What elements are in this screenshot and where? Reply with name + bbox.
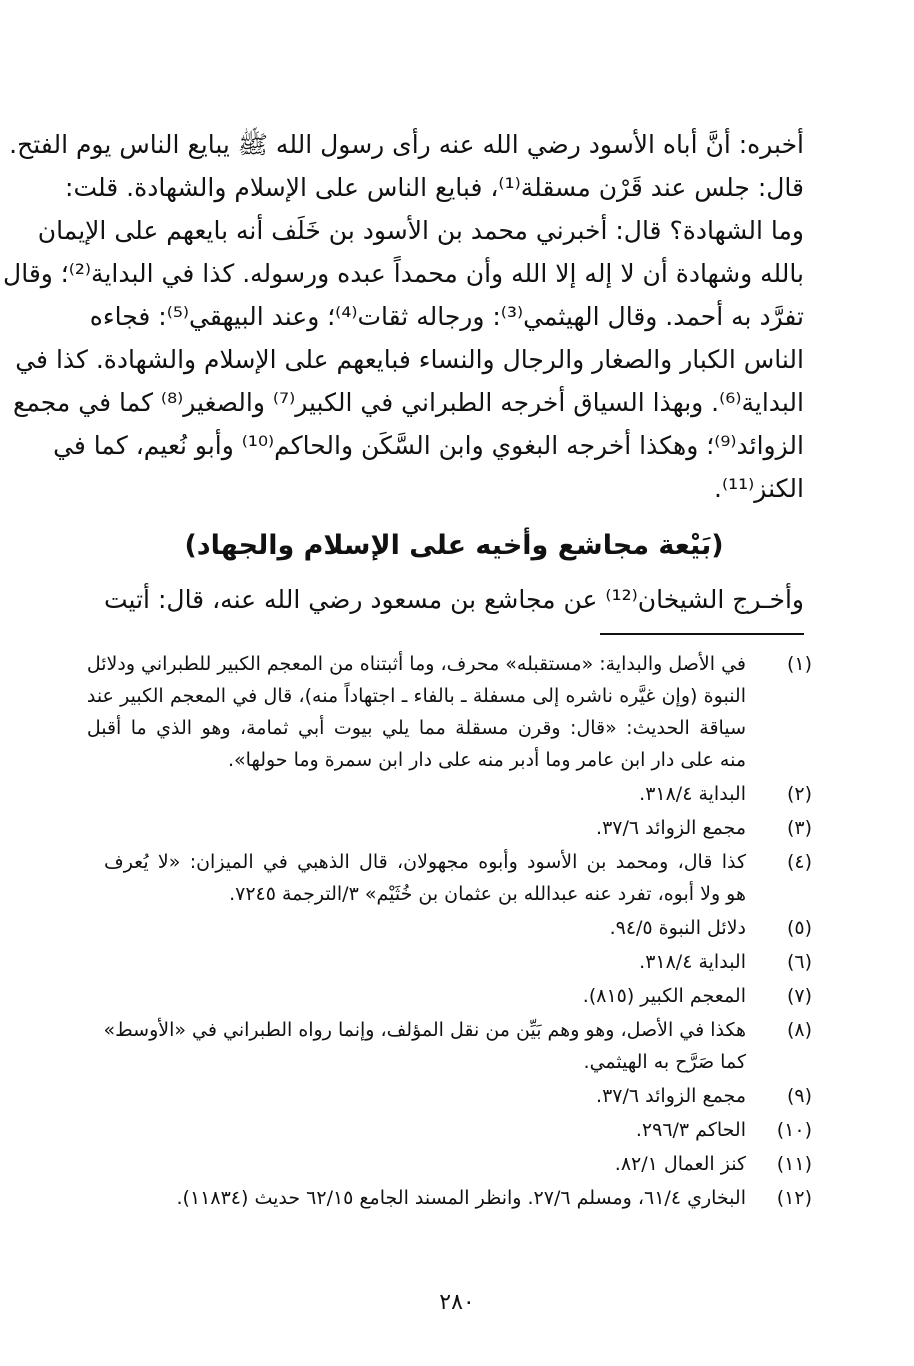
footnote-line: البداية ٣١٨/٤. xyxy=(639,783,746,805)
main-text-block xyxy=(3,123,804,510)
footnote-number: (٤) xyxy=(786,851,812,873)
main-text-line: الزوائد⁽⁹⁾؛ وهكذا أخرجه البغوي وابن السَّكَن والحاكم⁽¹⁰⁾ وأبو نُعيم، كما في xyxy=(53,431,804,460)
footnote-number: (٩) xyxy=(786,1085,812,1107)
main-text-line: الناس الكبار والصغار والرجال والنساء فبايعهم على الإسلام والشهادة. كذا في xyxy=(15,345,804,374)
footnote-line: هكذا في الأصل، وهو وهم بَيِّن من نقل المؤلف، وإنما رواه الطبراني في «الأوسط» xyxy=(103,1019,746,1041)
footnote-line: هو ولا أبوه، تفرد عنه عبدالله بن عثمان بن خُثَيْم» ٣/الترجمة ٧٢٤٥. xyxy=(229,883,746,905)
main-text-line: أخبره: أنَّ أباه الأسود رضي الله عنه رأى رسول الله ﷺ يبايع الناس يوم الفتح. xyxy=(9,130,804,159)
footnote-text xyxy=(104,812,746,844)
footnote-line: كما صَرَّح به الهيثمي. xyxy=(583,1051,746,1073)
footnote-text xyxy=(104,912,746,944)
footnote-text xyxy=(104,1148,746,1180)
footnote-number: (١١) xyxy=(776,1153,812,1175)
main-text-line: وما الشهادة؟ قال: أخبرني محمد بن الأسود بن خَلَف أنه بايعهم على الإيمان xyxy=(37,216,804,245)
footnote-number: (٨) xyxy=(786,1019,812,1041)
footnote-1 xyxy=(86,648,812,776)
footnote-5 xyxy=(104,912,812,944)
footnote-text xyxy=(104,1182,746,1214)
footnote-10 xyxy=(104,1114,812,1146)
footnote-8 xyxy=(104,1014,812,1078)
footnote-number: (١٠) xyxy=(776,1119,812,1141)
footnote-4 xyxy=(104,846,812,910)
footnote-2 xyxy=(104,778,812,810)
footnote-11 xyxy=(104,1148,812,1180)
footnote-6 xyxy=(104,946,812,978)
section-heading: (بَيْعة مجاشع وأخيه على الإسلام والجهاد) xyxy=(184,530,724,561)
footnote-line: في الأصل والبداية: «مستقبله» محرف، وما أثبتناه من المعجم الكبير للطبراني ودلائل xyxy=(86,653,746,675)
footnote-number: (٥) xyxy=(786,917,812,939)
footnote-number: (١٢) xyxy=(776,1187,812,1209)
footnote-line: البخاري ٦١/٤، ومسلم ٢٧/٦. وانظر المسند الجامع ٦٢/١٥ حديث (١١٨٣٤). xyxy=(176,1187,746,1209)
footnote-line: الحاكم ٢٩٦/٣. xyxy=(635,1119,746,1141)
footnote-number: (٦) xyxy=(786,951,812,973)
section-opening-line: وأخـرج الشيخان⁽¹²⁾ عن مجاشع بن مسعود رضي الله عنه، قال: أتيت xyxy=(104,585,804,614)
footnote-line: المعجم الكبير (٨١٥). xyxy=(582,985,746,1007)
footnote-line: النبوة (وإن غيَّره ناشره إلى مسفلة ـ بالفاء ـ اجتهاداً منه)، قال في المعجم الكبير عند xyxy=(86,685,746,707)
footnote-text xyxy=(104,778,746,810)
footnote-3 xyxy=(104,812,812,844)
footnote-text xyxy=(104,1014,746,1078)
footnote-text xyxy=(104,1080,746,1112)
footnote-number: (٧) xyxy=(786,985,812,1007)
footnote-separator xyxy=(600,633,804,635)
footnote-text xyxy=(104,846,746,910)
footnote-line: كذا قال، ومحمد بن الأسود وأبوه مجهولان، قال الذهبي في الميزان: «لا يُعرف xyxy=(104,851,746,873)
footnote-text xyxy=(104,1114,746,1146)
footnote-line: مجمع الزوائد ٣٧/٦. xyxy=(596,817,746,839)
main-text-line: قال: جلس عند قَرْن مسقلة⁽¹⁾، فبايع الناس على الإسلام والشهادة. قلت: xyxy=(65,173,804,202)
footnote-number: (٣) xyxy=(786,817,812,839)
main-text-line: البداية⁽⁶⁾. وبهذا السياق أخرجه الطبراني في الكبير⁽⁷⁾ والصغير⁽⁸⁾ كما في مجمع xyxy=(13,388,804,417)
footnote-text xyxy=(104,946,746,978)
footnote-line: البداية ٣١٨/٤. xyxy=(639,951,746,973)
main-text-line: تفرَّد به أحمد. وقال الهيثمي⁽³⁾: ورجاله ثقات⁽⁴⁾؛ وعند البيهقي⁽⁵⁾: فجاءه xyxy=(89,302,804,331)
main-text-line: بالله وشهادة أن لا إله إلا الله وأن محمداً عبده ورسوله. كذا في البداية⁽²⁾؛ وقال xyxy=(3,259,804,288)
footnote-line: دلائل النبوة ٩٤/٥. xyxy=(609,917,746,939)
footnote-number: (٢) xyxy=(786,783,812,805)
footnote-line: مجمع الزوائد ٣٧/٦. xyxy=(596,1085,746,1107)
footnote-12 xyxy=(104,1182,812,1214)
page-number: ٢٨٠ xyxy=(439,1290,475,1315)
footnotes-list xyxy=(86,648,812,1216)
footnote-line: كنز العمال ٨٢/١. xyxy=(614,1153,746,1175)
footnote-text xyxy=(104,980,746,1012)
footnote-text xyxy=(87,648,746,776)
footnote-number: (١) xyxy=(786,653,812,675)
main-text-line: الكنز⁽¹¹⁾. xyxy=(714,474,804,503)
footnote-line: منه على دار ابن عامر وما أدبر منه على دار ابن سمرة وما حولها». xyxy=(227,749,746,771)
footnote-9 xyxy=(104,1080,812,1112)
footnote-line: سياقة الحديث: «قال: وقرن مسقلة مما يلي بيوت أبي ثمامة، وهو الذي ما أقبل xyxy=(86,717,746,739)
footnote-7 xyxy=(104,980,812,1012)
